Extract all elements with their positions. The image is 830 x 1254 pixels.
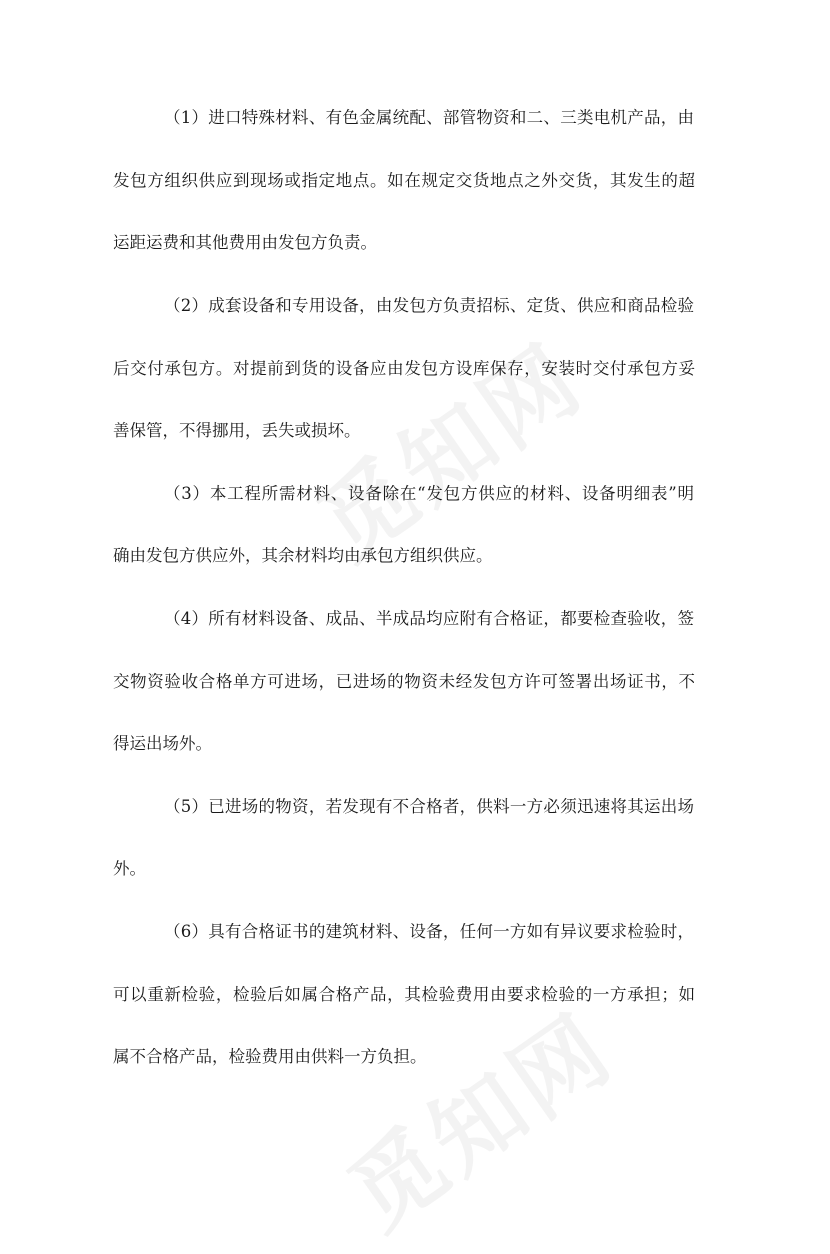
paragraph-line: 确由发包方供应外，其余材料均由承包方组织供应。 <box>113 546 493 565</box>
paragraph-line: （2）成套设备和专用设备，由发包方负责招标、定货、供应和商品检验 <box>164 296 694 315</box>
paragraph-line: （6）具有合格证书的建筑材料、设备，任何一方如有异议要求检验时， <box>164 922 694 941</box>
paragraph-line: （5）已进场的物资，若发现有不合格者，供料一方必须迅速将其运出场 <box>164 797 694 816</box>
paragraph-line: 善保管，不得挪用，丢失或损坏。 <box>113 421 361 440</box>
paragraph-line: 得运出场外。 <box>113 734 212 753</box>
paragraph-line: 交物资验收合格单方可进场，已进场的物资未经发包方许可签署出场证书，不 <box>113 672 695 691</box>
paragraph-line: 外。 <box>113 859 146 878</box>
paragraph-line: 后交付承包方。对提前到货的设备应由发包方设库保存，安装时交付承包方妥 <box>113 359 695 378</box>
paragraph-line: 可以重新检验，检验后如属合格产品，其检验费用由要求检验的一方承担；如 <box>113 985 695 1004</box>
paragraph-line: 运距运费和其他费用由发包方负责。 <box>113 233 377 252</box>
paragraph-line: 发包方组织供应到现场或指定地点。如在规定交货地点之外交货，其发生的超 <box>113 171 695 190</box>
paragraph-line: （4）所有材料设备、成品、半成品均应附有合格证，都要检查验收，签 <box>164 609 694 628</box>
paragraph-line: 属不合格产品，检验费用由供料一方负担。 <box>113 1047 427 1066</box>
paragraph-line: （3）本工程所需材料、设备除在“发包方供应的材料、设备明细表”明 <box>164 484 694 503</box>
paragraph-line: （1）进口特殊材料、有色金属统配、部管物资和二、三类电机产品，由 <box>164 108 694 127</box>
